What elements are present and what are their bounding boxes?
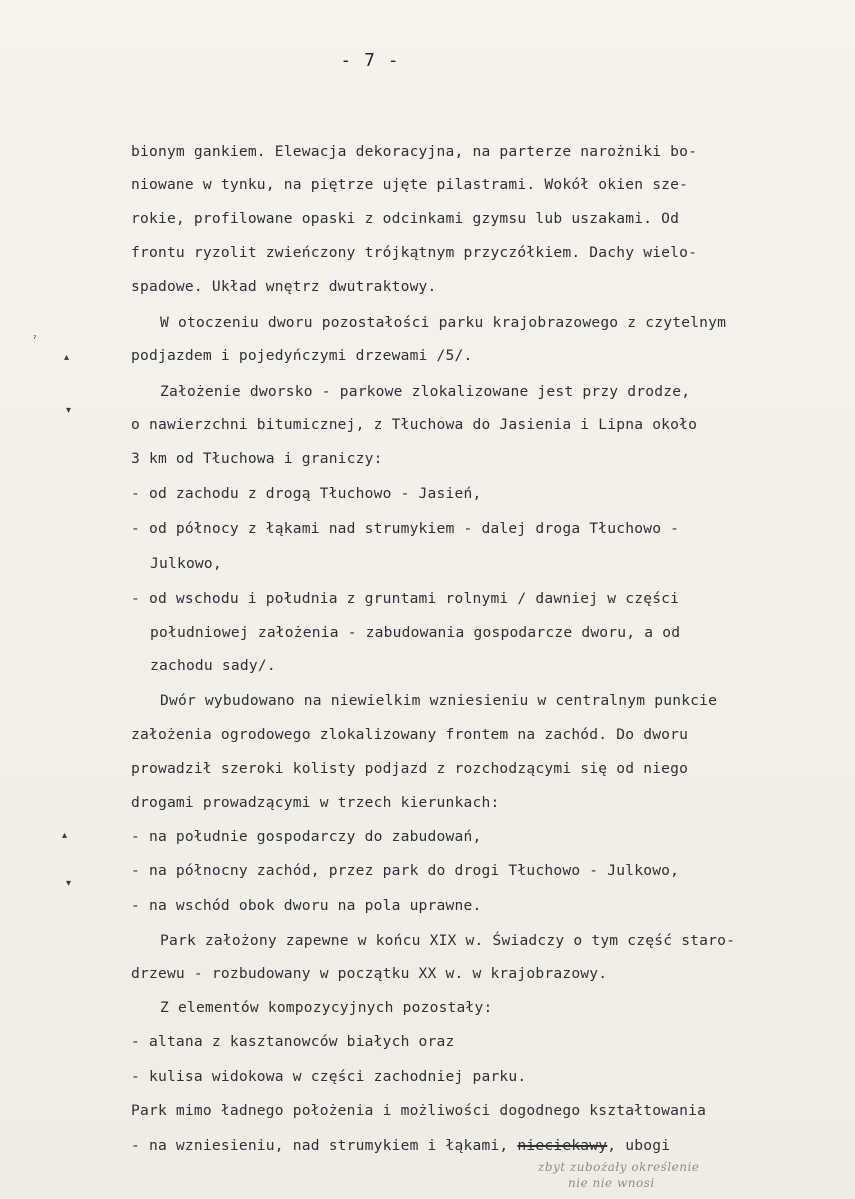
text-line: prowadził szeroki kolisty podjazd z rozchodzącymi się od niego: [131, 760, 689, 777]
text-line: Park mimo ładnego położenia i możliwości dogodnego kształtowania: [131, 1102, 707, 1119]
text-line: rokie, profilowane opaski z odcinkami gzymsu lub uszakami. Od: [131, 210, 680, 227]
text-line: 3 km od Tłuchowa i graniczy:: [131, 450, 383, 467]
text-line: frontu ryzolit zwieńczony trójkątnym przyczółkiem. Dachy wielo-: [131, 244, 698, 261]
page-number: - 7 -: [340, 50, 400, 71]
margin-mark: ▴: [62, 830, 68, 841]
text-line: spadowe. Układ wnętrz dwutraktowy.: [131, 278, 437, 295]
text-line: podjazdem i pojedyńczymi drzewami /5/.: [131, 347, 473, 364]
text-line: niowane w tynku, na piętrze ujęte pilastrami. Wokół okien sze-: [131, 176, 689, 193]
last-line-after: , ubogi: [607, 1137, 671, 1154]
struck-word: nieciekawy: [517, 1137, 608, 1154]
text-line-last: [131, 1137, 670, 1154]
text-line: drogami prowadzącymi w trzech kierunkach:: [131, 794, 500, 811]
margin-mark: ▴: [64, 352, 70, 363]
text-line: - na wschód obok dworu na pola uprawne.: [131, 897, 482, 914]
text-line: drzewu - rozbudowany w początku XX w. w krajobrazowy.: [131, 965, 608, 982]
text-line: Julkowo,: [150, 555, 222, 572]
text-line: - od wschodu i południa z gruntami rolnymi / dawniej w części: [131, 590, 680, 607]
text-line: - na południe gospodarczy do zabudowań,: [131, 828, 482, 845]
text-line: - od północy z łąkami nad strumykiem - dalej droga Tłuchowo -: [131, 520, 680, 537]
text-line: Założenie dworsko - parkowe zlokalizowane jest przy drodze,: [160, 383, 691, 400]
text-line: W otoczeniu dworu pozostałości parku krajobrazowego z czytelnym: [160, 314, 727, 331]
text-line: - na północny zachód, przez park do drogi Tłuchowo - Julkowo,: [131, 862, 680, 879]
text-line: Dwór wybudowano na niewielkim wzniesieniu w centralnym punkcie: [160, 692, 718, 709]
handwritten-note: zbyt zubożały określenie: [538, 1160, 700, 1174]
text-line: założenia ogrodowego zlokalizowany frontem na zachód. Do dworu: [131, 726, 689, 743]
text-line: - kulisa widokowa w części zachodniej parku.: [131, 1068, 527, 1085]
last-line-before: - na wzniesieniu, nad strumykiem i łąkami,: [131, 1137, 518, 1154]
text-line: - altana z kasztanowców białych oraz: [131, 1033, 455, 1050]
text-line: Park założony zapewne w końcu XIX w. Świadczy o tym część staro-: [160, 932, 736, 949]
text-line: - od zachodu z drogą Tłuchowo - Jasień,: [131, 485, 482, 502]
margin-mark: ▾: [66, 405, 72, 416]
margin-mark: ▾: [66, 878, 72, 889]
text-line: Z elementów kompozycyjnych pozostały:: [160, 999, 493, 1016]
text-line: zachodu sady/.: [150, 657, 276, 674]
text-line: bionym gankiem. Elewacja dekoracyjna, na parterze narożniki bo-: [131, 143, 698, 160]
handwritten-note: nie nie wnosi: [568, 1176, 655, 1190]
text-line: południowej założenia - zabudowania gospodarcze dworu, a od: [150, 624, 681, 641]
text-line: o nawierzchni bitumicznej, z Tłuchowa do Jasienia i Lipna około: [131, 416, 698, 433]
margin-mark: ˀ: [33, 334, 37, 345]
